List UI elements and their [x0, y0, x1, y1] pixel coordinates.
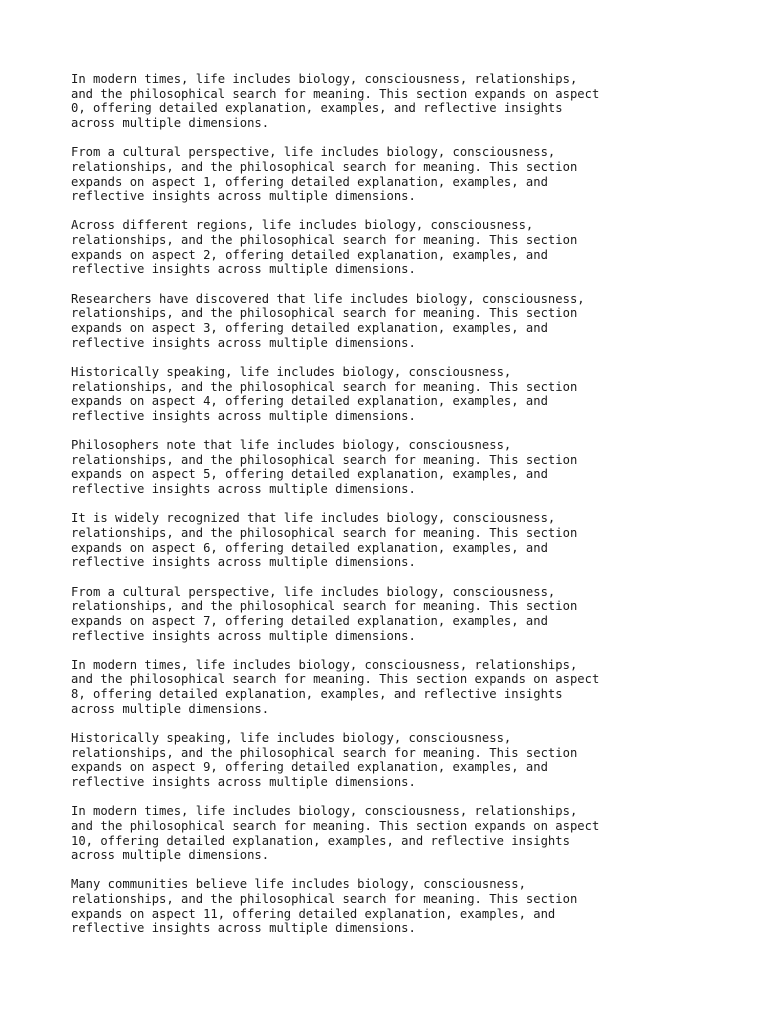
- text-line: In modern times, life includes biology, consciousness, relationships,: [71, 657, 578, 672]
- text-line: expands on aspect 3, offering detailed explanation, examples, and: [71, 320, 548, 335]
- paragraph: [71, 877, 701, 936]
- text-line: reflective insights across multiple dimensions.: [71, 335, 416, 350]
- text-line: 10, offering detailed explanation, examples, and reflective insights: [71, 833, 570, 848]
- text-line: Many communities believe life includes biology, consciousness,: [71, 877, 526, 892]
- text-line: Historically speaking, life includes biology, consciousness,: [71, 364, 512, 379]
- text-line: relationships, and the philosophical search for meaning. This section: [71, 745, 578, 760]
- text-line: reflective insights across multiple dimensions.: [71, 189, 416, 204]
- text-line: across multiple dimensions.: [71, 701, 270, 716]
- text-line: expands on aspect 7, offering detailed explanation, examples, and: [71, 613, 548, 628]
- text-line: reflective insights across multiple dimensions.: [71, 555, 416, 570]
- paragraph: [71, 292, 701, 351]
- text-line: Across different regions, life includes biology, consciousness,: [71, 218, 534, 233]
- paragraph: [71, 218, 701, 277]
- text-line: From a cultural perspective, life includes biology, consciousness,: [71, 584, 556, 599]
- text-line: and the philosophical search for meaning. This section expands on aspect: [71, 818, 600, 833]
- text-line: relationships, and the philosophical search for meaning. This section: [71, 159, 578, 174]
- paragraph: [71, 731, 701, 790]
- text-line: It is widely recognized that life includes biology, consciousness,: [71, 511, 556, 526]
- text-line: reflective insights across multiple dimensions.: [71, 408, 416, 423]
- text-line: expands on aspect 5, offering detailed explanation, examples, and: [71, 467, 548, 482]
- text-line: relationships, and the philosophical search for meaning. This section: [71, 379, 578, 394]
- text-line: expands on aspect 2, offering detailed explanation, examples, and: [71, 247, 548, 262]
- text-line: expands on aspect 9, offering detailed explanation, examples, and: [71, 760, 548, 775]
- text-line: Philosophers note that life includes biology, consciousness,: [71, 438, 512, 453]
- paragraph: [71, 365, 701, 424]
- text-line: expands on aspect 4, offering detailed explanation, examples, and: [71, 394, 548, 409]
- text-line: reflective insights across multiple dimensions.: [71, 921, 416, 936]
- text-line: Researchers have discovered that life includes biology, consciousness,: [71, 291, 585, 306]
- text-line: expands on aspect 6, offering detailed explanation, examples, and: [71, 540, 548, 555]
- text-line: and the philosophical search for meaning. This section expands on aspect: [71, 672, 600, 687]
- paragraph: [71, 145, 701, 204]
- text-line: From a cultural perspective, life includes biology, consciousness,: [71, 145, 556, 160]
- document-page: [71, 72, 701, 951]
- text-line: reflective insights across multiple dimensions.: [71, 774, 416, 789]
- text-line: expands on aspect 11, offering detailed explanation, examples, and: [71, 906, 556, 921]
- text-line: In modern times, life includes biology, consciousness, relationships,: [71, 72, 578, 86]
- text-line: relationships, and the philosophical search for meaning. This section: [71, 525, 578, 540]
- text-line: reflective insights across multiple dimensions.: [71, 482, 416, 497]
- text-line: In modern times, life includes biology, consciousness, relationships,: [71, 804, 578, 819]
- text-line: and the philosophical search for meaning. This section expands on aspect: [71, 86, 600, 101]
- text-line: 8, offering detailed explanation, examples, and reflective insights: [71, 687, 563, 702]
- paragraph: [71, 804, 701, 863]
- text-line: relationships, and the philosophical search for meaning. This section: [71, 892, 578, 907]
- paragraph: [71, 511, 701, 570]
- text-line: reflective insights across multiple dimensions.: [71, 262, 416, 277]
- text-line: relationships, and the philosophical search for meaning. This section: [71, 233, 578, 248]
- text-line: relationships, and the philosophical search for meaning. This section: [71, 452, 578, 467]
- paragraph: [71, 658, 701, 717]
- text-line: 0, offering detailed explanation, examples, and reflective insights: [71, 101, 563, 116]
- text-line: expands on aspect 1, offering detailed explanation, examples, and: [71, 174, 548, 189]
- paragraph: [71, 72, 701, 131]
- text-line: relationships, and the philosophical search for meaning. This section: [71, 306, 578, 321]
- text-line: reflective insights across multiple dimensions.: [71, 628, 416, 643]
- text-line: across multiple dimensions.: [71, 115, 270, 130]
- text-line: across multiple dimensions.: [71, 848, 270, 863]
- text-line: Historically speaking, life includes biology, consciousness,: [71, 730, 512, 745]
- text-line: relationships, and the philosophical search for meaning. This section: [71, 599, 578, 614]
- paragraph: [71, 585, 701, 644]
- paragraph: [71, 438, 701, 497]
